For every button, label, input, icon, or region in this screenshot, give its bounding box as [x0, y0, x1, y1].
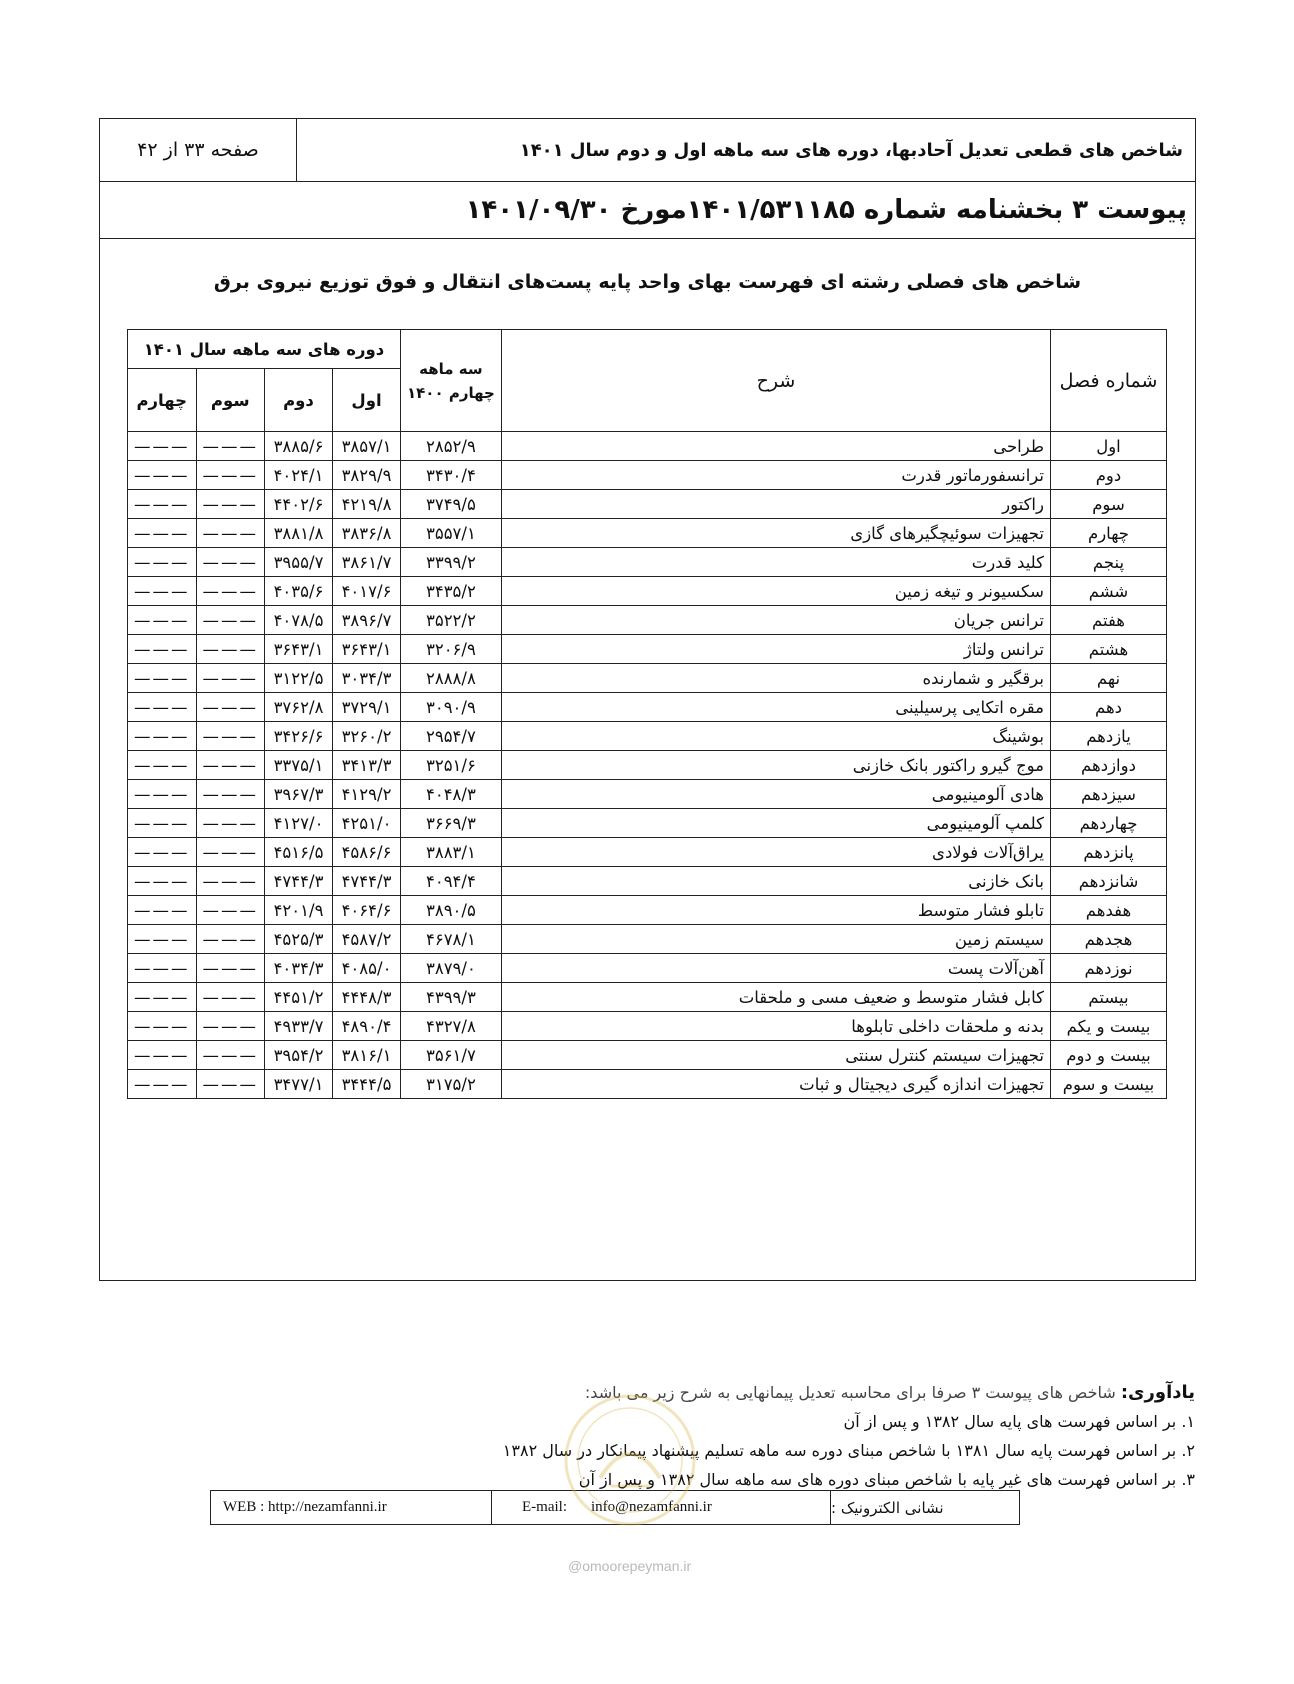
row-base-value: ۳۲۵۱/۶	[401, 751, 502, 780]
row-description: کابل فشار متوسط و ضعیف مسی و ملحقات	[501, 983, 1050, 1012]
table-row	[128, 954, 1167, 983]
row-base-value: ۳۳۹۹/۲	[401, 548, 502, 577]
index-table	[127, 329, 1167, 1099]
row-q2-value: ۴۰۳۵/۶	[265, 577, 333, 606]
row-q3-value: ———	[196, 780, 265, 809]
row-base-value: ۲۸۸۸/۸	[401, 664, 502, 693]
row-base-value: ۳۴۳۰/۴	[401, 461, 502, 490]
row-q1-value: ۴۸۹۰/۴	[333, 1012, 401, 1041]
row-q1-value: ۳۶۴۳/۱	[333, 635, 401, 664]
table-body	[128, 432, 1167, 1099]
row-q2-value: ۴۴۰۲/۶	[265, 490, 333, 519]
row-q2-value: ۴۴۵۱/۲	[265, 983, 333, 1012]
table-row	[128, 838, 1167, 867]
row-q1-value: ۳۲۶۰/۲	[333, 722, 401, 751]
header-description: شرح	[501, 330, 1050, 432]
row-description: ترانس جریان	[501, 606, 1050, 635]
row-section: دهم	[1051, 693, 1167, 722]
header-base-line2: چهارم ۱۴۰۰	[407, 383, 495, 402]
row-q2-value: ۳۸۸۱/۸	[265, 519, 333, 548]
row-section: هفتم	[1051, 606, 1167, 635]
row-description: راکتور	[501, 490, 1050, 519]
row-q3-value: ———	[196, 867, 265, 896]
row-section: یازدهم	[1051, 722, 1167, 751]
row-q4-value: ———	[128, 490, 197, 519]
row-q1-value: ۴۰۱۷/۶	[333, 577, 401, 606]
row-q4-value: ———	[128, 867, 197, 896]
row-description: تجهیزات سوئیچگیرهای گازی	[501, 519, 1050, 548]
table-row	[128, 664, 1167, 693]
table-row	[128, 490, 1167, 519]
page-number: صفحه ۳۳ از ۴۲	[100, 119, 297, 181]
table-row	[128, 606, 1167, 635]
row-q2-value: ۴۹۳۳/۷	[265, 1012, 333, 1041]
row-q4-value: ———	[128, 693, 197, 722]
row-q3-value: ———	[196, 1041, 265, 1070]
row-base-value: ۳۸۸۳/۱	[401, 838, 502, 867]
row-q2-value: ۳۴۷۷/۱	[265, 1070, 333, 1099]
row-q1-value: ۳۷۲۹/۱	[333, 693, 401, 722]
table-row	[128, 896, 1167, 925]
table-row	[128, 867, 1167, 896]
document-frame	[99, 118, 1196, 1281]
row-q4-value: ———	[128, 925, 197, 954]
row-q4-value: ———	[128, 983, 197, 1012]
row-description: سکسیونر و تیغه زمین	[501, 577, 1050, 606]
table-subtitle: شاخص های فصلی رشته ای فهرست بهای واحد پایه پست‌های انتقال و فوق توزیع نیروی برق	[213, 271, 1082, 293]
row-description: طراحی	[501, 432, 1050, 461]
table-row	[128, 1041, 1167, 1070]
row-q3-value: ———	[196, 983, 265, 1012]
row-q4-value: ———	[128, 461, 197, 490]
row-q4-value: ———	[128, 809, 197, 838]
row-section: سیزدهم	[1051, 780, 1167, 809]
row-base-value: ۴۰۴۸/۳	[401, 780, 502, 809]
header-q2: دوم	[265, 369, 333, 432]
row-description: تجهیزات سیستم کنترل سنتی	[501, 1041, 1050, 1070]
table-row	[128, 1012, 1167, 1041]
row-section: دوم	[1051, 461, 1167, 490]
row-q1-value: ۳۴۴۴/۵	[333, 1070, 401, 1099]
header-quarter-group: دوره های سه ماهه سال ۱۴۰۱	[128, 330, 401, 369]
row-q2-value: ۴۵۱۶/۵	[265, 838, 333, 867]
row-q1-value: ۴۰۶۴/۶	[333, 896, 401, 925]
row-q3-value: ———	[196, 461, 265, 490]
notes-item-2: ۲. بر اساس فهرست پایه سال ۱۳۸۱ با شاخص مبنای دوره سه ماهه تسلیم پیشنهاد پیمانکار در سال ۱۳۸۲	[502, 1441, 1195, 1460]
row-description: کلمپ آلومینیومی	[501, 809, 1050, 838]
row-section: هفدهم	[1051, 896, 1167, 925]
row-description: هادی آلومینیومی	[501, 780, 1050, 809]
row-q1-value: ۴۲۵۱/۰	[333, 809, 401, 838]
row-section: پنجم	[1051, 548, 1167, 577]
row-q1-value: ۳۸۵۷/۱	[333, 432, 401, 461]
row-q4-value: ———	[128, 635, 197, 664]
row-description: آهن‌آلات پست	[501, 954, 1050, 983]
row-base-value: ۳۵۵۷/۱	[401, 519, 502, 548]
row-q4-value: ———	[128, 1070, 197, 1099]
row-q2-value: ۴۵۲۵/۳	[265, 925, 333, 954]
row-section: شانزدهم	[1051, 867, 1167, 896]
row-section: چهارم	[1051, 519, 1167, 548]
table-row	[128, 432, 1167, 461]
row-description: برقگیر و شمارنده	[501, 664, 1050, 693]
row-description: بدنه و ملحقات داخلی تابلوها	[501, 1012, 1050, 1041]
table-row	[128, 577, 1167, 606]
row-q2-value: ۴۱۲۷/۰	[265, 809, 333, 838]
row-q2-value: ۴۰۷۸/۵	[265, 606, 333, 635]
row-base-value: ۳۲۰۶/۹	[401, 635, 502, 664]
table-row	[128, 461, 1167, 490]
row-q1-value: ۳۸۱۶/۱	[333, 1041, 401, 1070]
row-section: ششم	[1051, 577, 1167, 606]
row-q4-value: ———	[128, 954, 197, 983]
row-base-value: ۳۱۷۵/۲	[401, 1070, 502, 1099]
row-q3-value: ———	[196, 1070, 265, 1099]
table-row	[128, 983, 1167, 1012]
row-q3-value: ———	[196, 838, 265, 867]
row-base-value: ۳۶۶۹/۳	[401, 809, 502, 838]
row-section: سوم	[1051, 490, 1167, 519]
row-q3-value: ———	[196, 925, 265, 954]
row-description: موج گیرو راکتور بانک خازنی	[501, 751, 1050, 780]
notes-item-3: ۳. بر اساس فهرست های غیر پایه با شاخص مبنای دوره های سه ماهه سال ۱۳۸۲ و پس از آن	[578, 1470, 1195, 1489]
row-description: سیستم زمین	[501, 925, 1050, 954]
row-description: بوشینگ	[501, 722, 1050, 751]
row-q3-value: ———	[196, 490, 265, 519]
row-q2-value: ۴۲۰۱/۹	[265, 896, 333, 925]
row-q2-value: ۳۸۸۵/۶	[265, 432, 333, 461]
table-row	[128, 635, 1167, 664]
row-q3-value: ———	[196, 896, 265, 925]
row-q3-value: ———	[196, 635, 265, 664]
row-q1-value: ۴۵۸۷/۲	[333, 925, 401, 954]
document-header	[100, 119, 1195, 182]
row-q1-value: ۳۸۳۶/۸	[333, 519, 401, 548]
row-q2-value: ۴۰۳۴/۳	[265, 954, 333, 983]
row-q2-value: ۳۶۴۳/۱	[265, 635, 333, 664]
row-q4-value: ———	[128, 664, 197, 693]
row-base-value: ۲۸۵۲/۹	[401, 432, 502, 461]
notes-item-1: ۱. بر اساس فهرست های پایه سال ۱۳۸۲ و پس از آن	[843, 1412, 1195, 1431]
row-base-value: ۴۳۹۹/۳	[401, 983, 502, 1012]
header-base-quarter	[401, 330, 502, 432]
header-q4: چهارم	[128, 369, 197, 432]
row-description: ترانس ولتاژ	[501, 635, 1050, 664]
watermark-site: @omoorepeyman.ir	[568, 1558, 692, 1574]
row-q1-value: ۴۴۴۸/۳	[333, 983, 401, 1012]
row-base-value: ۳۰۹۰/۹	[401, 693, 502, 722]
row-description: بانک خازنی	[501, 867, 1050, 896]
row-base-value: ۴۶۷۸/۱	[401, 925, 502, 954]
row-q4-value: ———	[128, 722, 197, 751]
row-q2-value: ۳۷۶۲/۸	[265, 693, 333, 722]
row-q3-value: ———	[196, 432, 265, 461]
table-row	[128, 1070, 1167, 1099]
row-q4-value: ———	[128, 896, 197, 925]
row-q3-value: ———	[196, 722, 265, 751]
row-q2-value: ۴۷۴۴/۳	[265, 867, 333, 896]
row-q4-value: ———	[128, 838, 197, 867]
row-description: تابلو فشار متوسط	[501, 896, 1050, 925]
contact-label: نشانی الکترونیک :	[831, 1498, 944, 1517]
row-q3-value: ———	[196, 693, 265, 722]
row-base-value: ۳۵۶۱/۷	[401, 1041, 502, 1070]
row-q3-value: ———	[196, 809, 265, 838]
row-q3-value: ———	[196, 519, 265, 548]
row-q2-value: ۴۰۲۴/۱	[265, 461, 333, 490]
row-section: هشتم	[1051, 635, 1167, 664]
web-address[interactable]: WEB : http://nezamfanni.ir	[211, 1491, 492, 1524]
table-row	[128, 722, 1167, 751]
header-section: شماره فصل	[1051, 330, 1167, 432]
row-q2-value: ۳۳۷۵/۱	[265, 751, 333, 780]
header-base-line1: سه ماهه	[419, 359, 483, 378]
row-section: دوازدهم	[1051, 751, 1167, 780]
row-section: هجدهم	[1051, 925, 1167, 954]
email-address[interactable]: info@nezamfanni.ir	[591, 1499, 712, 1515]
row-q1-value: ۳۸۶۱/۷	[333, 548, 401, 577]
notes-lead: یادآوری:	[1120, 1382, 1195, 1403]
row-q2-value: ۳۹۵۵/۷	[265, 548, 333, 577]
row-section: چهاردهم	[1051, 809, 1167, 838]
row-q4-value: ———	[128, 577, 197, 606]
row-description: تجهیزات اندازه گیری دیجیتال و ثبات	[501, 1070, 1050, 1099]
row-section: بیستم	[1051, 983, 1167, 1012]
row-q4-value: ———	[128, 519, 197, 548]
row-q4-value: ———	[128, 1041, 197, 1070]
table-row	[128, 693, 1167, 722]
row-base-value: ۲۹۵۴/۷	[401, 722, 502, 751]
row-q2-value: ۳۱۲۲/۵	[265, 664, 333, 693]
row-q2-value: ۳۹۵۴/۲	[265, 1041, 333, 1070]
watermark-seal-icon	[560, 1390, 700, 1530]
row-q1-value: ۳۸۹۶/۷	[333, 606, 401, 635]
row-section: نهم	[1051, 664, 1167, 693]
row-base-value: ۳۸۹۰/۵	[401, 896, 502, 925]
email-label: E-mail:	[522, 1499, 567, 1515]
row-q3-value: ———	[196, 954, 265, 983]
row-q1-value: ۴۰۸۵/۰	[333, 954, 401, 983]
annex-title: پیوست ۳ بخشنامه شماره ۱۴۰۱/۵۳۱۱۸۵مورخ ۱۴۰۱/۰۹/۳۰	[100, 182, 1195, 239]
row-q1-value: ۴۷۴۴/۳	[333, 867, 401, 896]
row-base-value: ۳۴۳۵/۲	[401, 577, 502, 606]
row-base-value: ۳۷۴۹/۵	[401, 490, 502, 519]
row-q3-value: ———	[196, 548, 265, 577]
row-description: یراق‌آلات فولادی	[501, 838, 1050, 867]
row-q2-value: ۳۹۶۷/۳	[265, 780, 333, 809]
row-q3-value: ———	[196, 577, 265, 606]
row-section: بیست و یکم	[1051, 1012, 1167, 1041]
row-q4-value: ———	[128, 432, 197, 461]
row-q1-value: ۴۱۲۹/۲	[333, 780, 401, 809]
table-row	[128, 751, 1167, 780]
row-q1-value: ۳۰۳۴/۳	[333, 664, 401, 693]
row-q4-value: ———	[128, 780, 197, 809]
row-q3-value: ———	[196, 606, 265, 635]
row-section: بیست و دوم	[1051, 1041, 1167, 1070]
table-row	[128, 925, 1167, 954]
row-section: پانزدهم	[1051, 838, 1167, 867]
row-q1-value: ۳۸۲۹/۹	[333, 461, 401, 490]
row-base-value: ۴۳۲۷/۸	[401, 1012, 502, 1041]
row-section: بیست و سوم	[1051, 1070, 1167, 1099]
row-q1-value: ۳۴۱۳/۳	[333, 751, 401, 780]
row-description: کلید قدرت	[501, 548, 1050, 577]
row-base-value: ۴۰۹۴/۴	[401, 867, 502, 896]
row-q2-value: ۳۴۲۶/۶	[265, 722, 333, 751]
row-q3-value: ———	[196, 1012, 265, 1041]
table-row	[128, 519, 1167, 548]
row-description: ترانسفورماتور قدرت	[501, 461, 1050, 490]
row-section: نوزدهم	[1051, 954, 1167, 983]
row-base-value: ۳۸۷۹/۰	[401, 954, 502, 983]
row-q4-value: ———	[128, 548, 197, 577]
row-q1-value: ۴۲۱۹/۸	[333, 490, 401, 519]
table-row	[128, 780, 1167, 809]
header-q3: سوم	[196, 369, 265, 432]
row-q4-value: ———	[128, 751, 197, 780]
document-title: شاخص های قطعی تعدیل آحادبها، دوره های سه ماهه اول و دوم سال ۱۴۰۱	[519, 139, 1183, 161]
notes-intro: شاخص های پیوست ۳ صرفا برای محاسبه تعدیل پیمانهایی به شرح زیر می باشد:	[584, 1383, 1116, 1402]
row-description: مقره اتکایی پرسیلینی	[501, 693, 1050, 722]
header-q1: اول	[333, 369, 401, 432]
row-section: اول	[1051, 432, 1167, 461]
row-base-value: ۳۵۲۲/۲	[401, 606, 502, 635]
row-q1-value: ۴۵۸۶/۶	[333, 838, 401, 867]
row-q3-value: ———	[196, 664, 265, 693]
table-row	[128, 809, 1167, 838]
row-q3-value: ———	[196, 751, 265, 780]
row-q4-value: ———	[128, 1012, 197, 1041]
table-row	[128, 548, 1167, 577]
row-q4-value: ———	[128, 606, 197, 635]
